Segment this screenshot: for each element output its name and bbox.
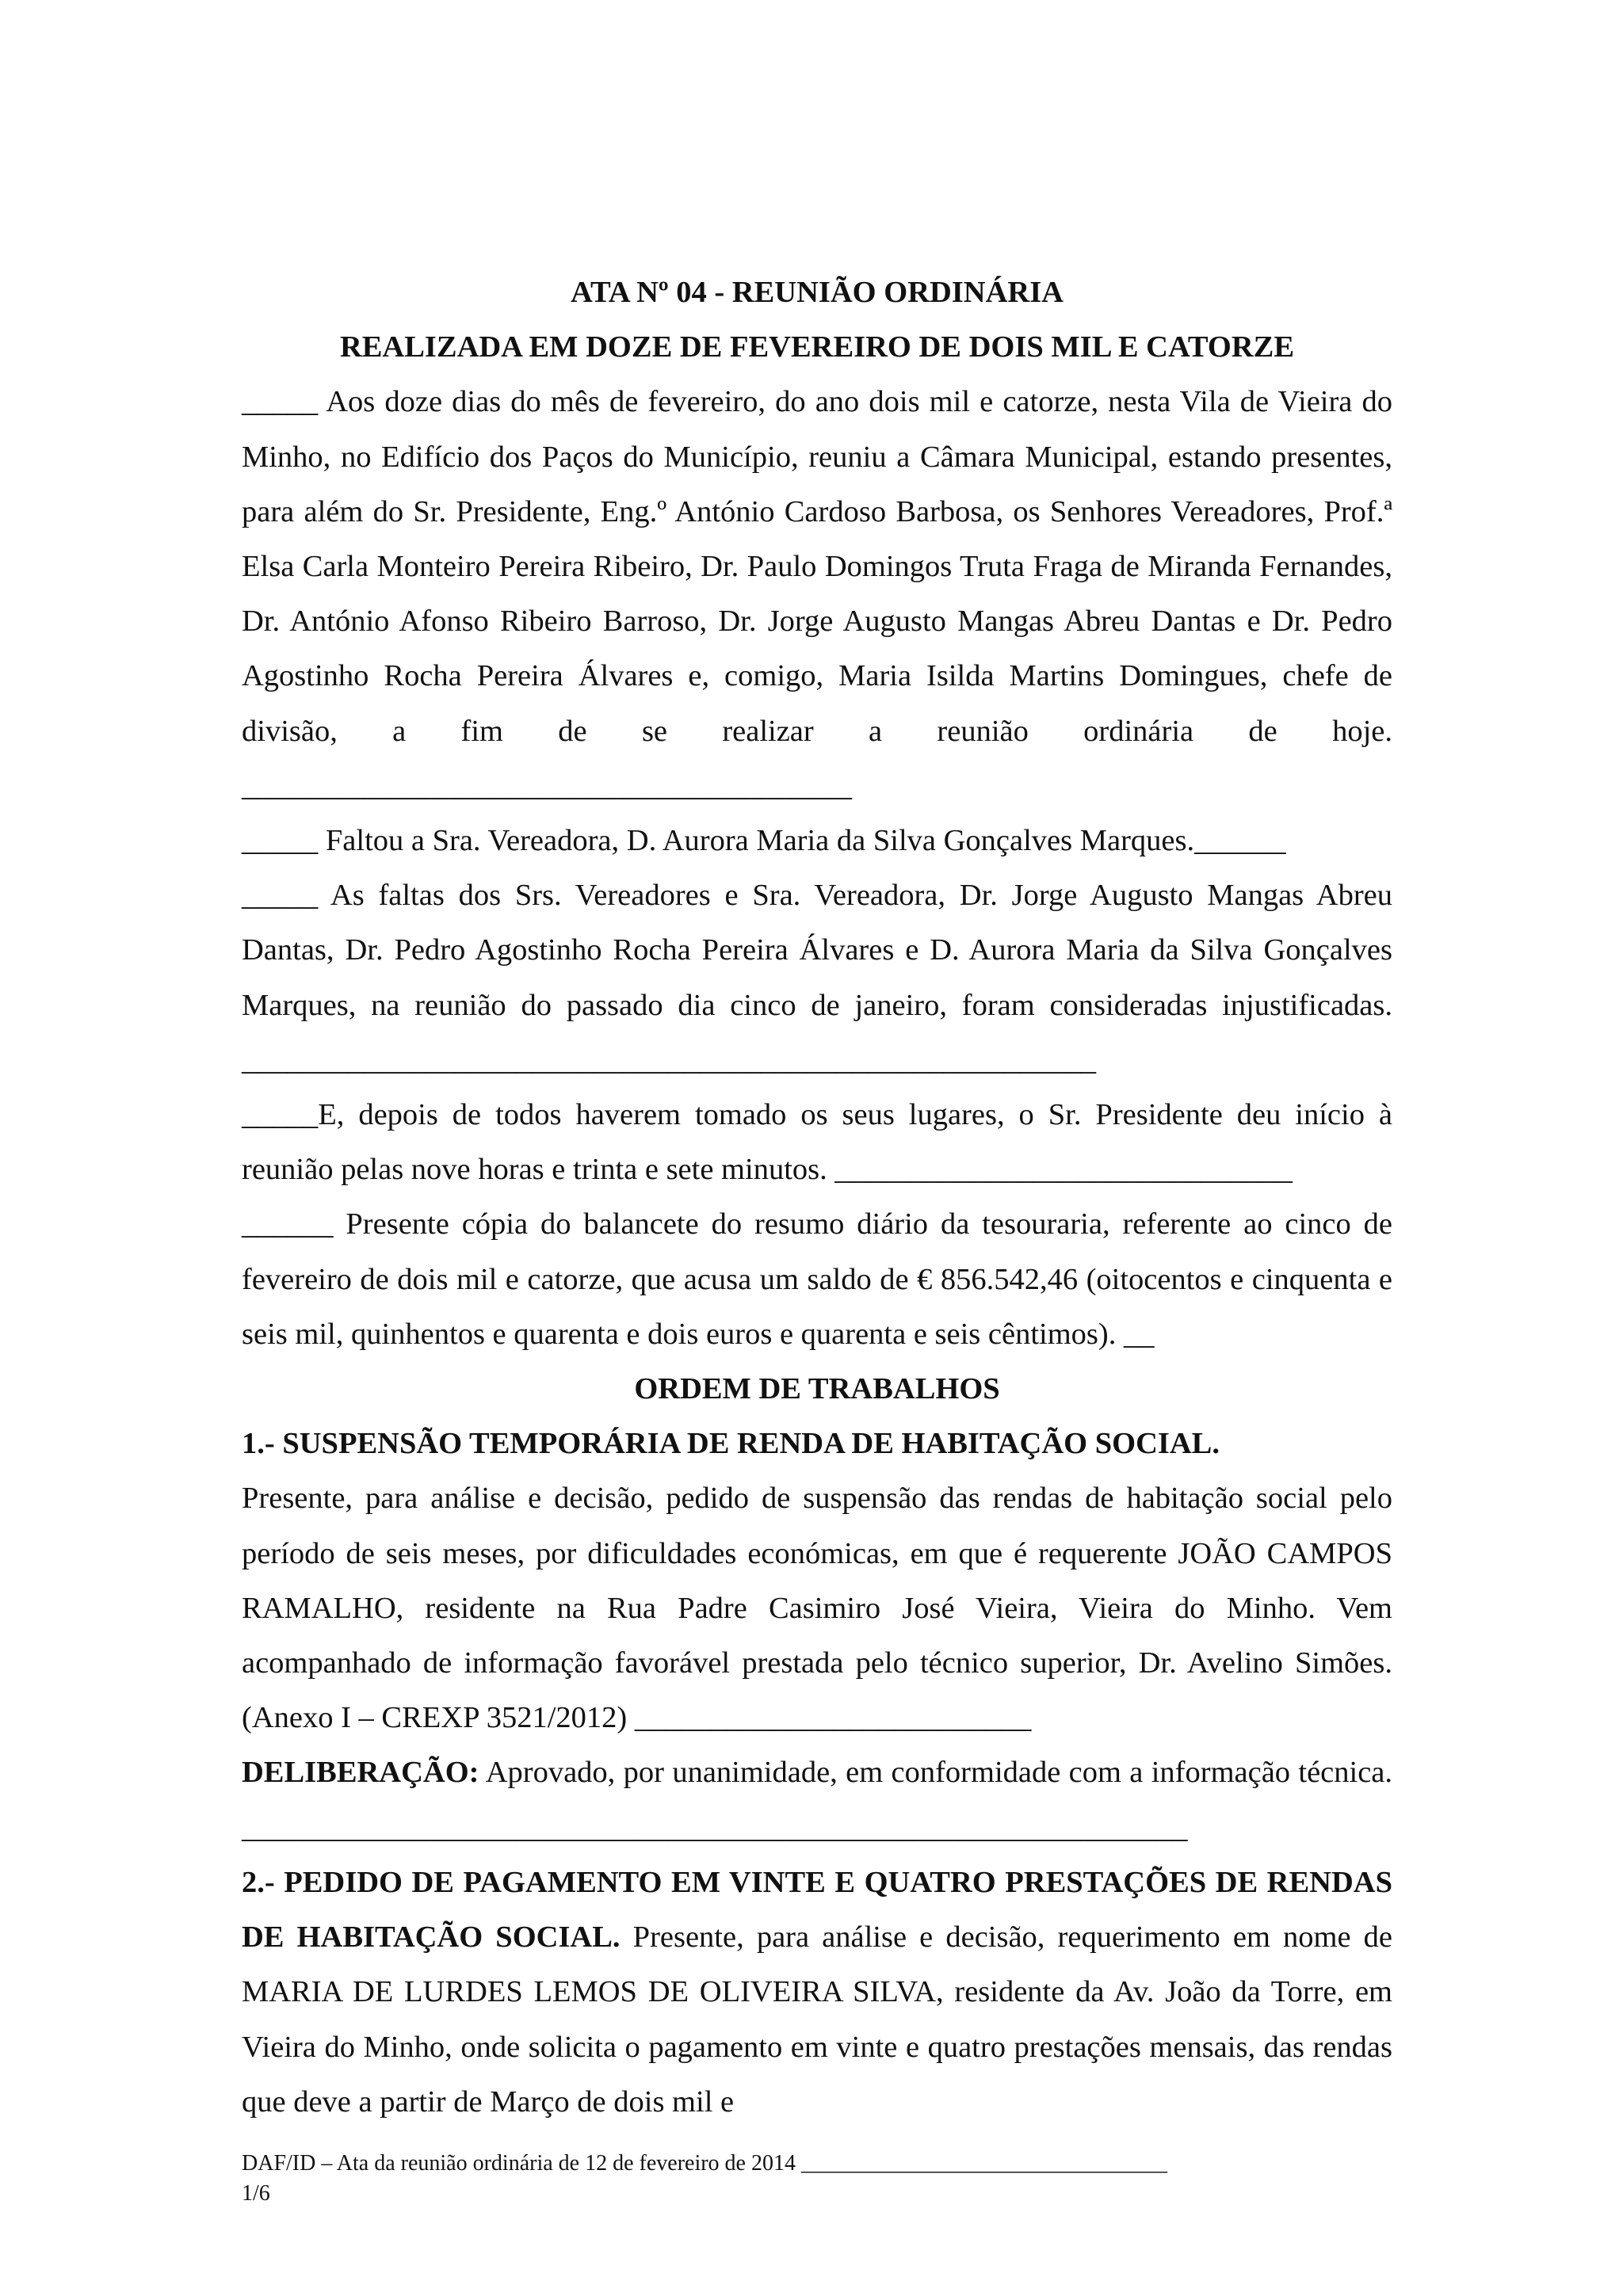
page-footer (242, 2149, 1392, 2209)
deliberation-text: Aprovado, por unanimidade, em conformidade com a informação técnica. ______________________________________________________________ (242, 1756, 1392, 1844)
paragraph-absences-justification: _____ As faltas dos Srs. Vereadores e Sra. Vereadora, Dr. Jorge Augusto Mangas Abreu Dantas, Dr. Pedro Agostinho Rocha Pereira Álvares e D. Aurora Maria da Silva Gonçalves Marques, na reunião do passado dia cinco de janeiro, foram consideradas injustificadas. ________________________________________________________ (242, 879, 1392, 1077)
document-body (242, 265, 1392, 2130)
footer-reference: DAF/ID – Ata da reunião ordinária de 12 de fevereiro de 2014 _________________________________ (242, 2151, 1167, 2176)
paragraph-attendance: _____ Aos doze dias do mês de fevereiro, do ano dois mil e catorze, nesta Vila de Vieira do Minho, no Edifício dos Paços do Município, reuniu a Câmara Municipal, estando presentes, para além do Sr. Presidente, Eng.º António Cardoso Barbosa, os Senhores Vereadores, Prof.ª Elsa Carla Monteiro Pereira Ribeiro, Dr. Paulo Domingos Truta Fraga de Miranda Fernandes, Dr. António Afonso Ribeiro Barroso, Dr. Jorge Augusto Mangas Abreu Dantas e Dr. Pedro Agostinho Rocha Pereira Álvares e, comigo, Maria Isilda Martins Domingues, chefe de divisão, a fim de se realizar a reunião ordinária de hoje. ________________________________________ (242, 385, 1392, 803)
paragraph-meeting-start: _____E, depois de todos haverem tomado os seus lugares, o Sr. Presidente deu início à reunião pelas nove horas e trinta e sete minutos. ______________________________ (242, 1098, 1392, 1187)
agenda-heading: ORDEM DE TRABALHOS (634, 1372, 1000, 1406)
document-title: ATA Nº 04 - REUNIÃO ORDINÁRIA (571, 276, 1064, 309)
agenda-item-2-text: Presente, para análise e decisão, requerimento em nome de MARIA DE LURDES LEMOS DE OLIVEIRA SILVA, residente da Av. João da Torre, em Vieira do Minho, onde solicita o pagamento em vinte e quatro prestações mensais, das rendas que deve a partir de Março de dois mil e (242, 1920, 1393, 2119)
agenda-item-2 (242, 1855, 1392, 2130)
agenda-item-1-title: 1.- SUSPENSÃO TEMPORÁRIA DE RENDA DE HABITAÇÃO SOCIAL. (242, 1427, 1220, 1461)
page-number: 1/6 (242, 2181, 270, 2206)
agenda-item-1-deliberation (242, 1745, 1392, 1855)
agenda-item-2-title: 2.- PEDIDO DE PAGAMENTO EM VINTE E QUATRO PRESTAÇÕES DE RENDAS DE HABITAÇÃO SOCIAL. (242, 1865, 1392, 1955)
deliberation-label: DELIBERAÇÃO: (242, 1756, 479, 1790)
document-subtitle: REALIZADA EM DOZE DE FEVEREIRO DE DOIS MIL E CATORZE (339, 330, 1295, 364)
paragraph-absence: _____ Faltou a Sra. Vereadora, D. Aurora Maria da Silva Gonçalves Marques.______ (242, 824, 1286, 858)
paragraph-treasury-balance: ______ Presente cópia do balancete do resumo diário da tesouraria, referente ao cinco de fevereiro de dois mil e catorze, que acusa um saldo de € 856.542,46 (oitocentos e cinquenta e seis mil, quinhentos e quarenta e dois euros e quarenta e seis cêntimos). __ (242, 1207, 1392, 1351)
agenda-item-1-text: Presente, para análise e decisão, pedido de suspensão das rendas de habitação social pelo período de seis meses, por dificuldades económicas, em que é requerente JOÃO CAMPOS RAMALHO, residente na Rua Padre Casimiro José Vieira, Vieira do Minho. Vem acompanhado de informação favorável prestada pelo técnico superior, Dr. Avelino Simões. (Anexo I – CREXP 3521/2012) __________________________ (242, 1482, 1392, 1735)
